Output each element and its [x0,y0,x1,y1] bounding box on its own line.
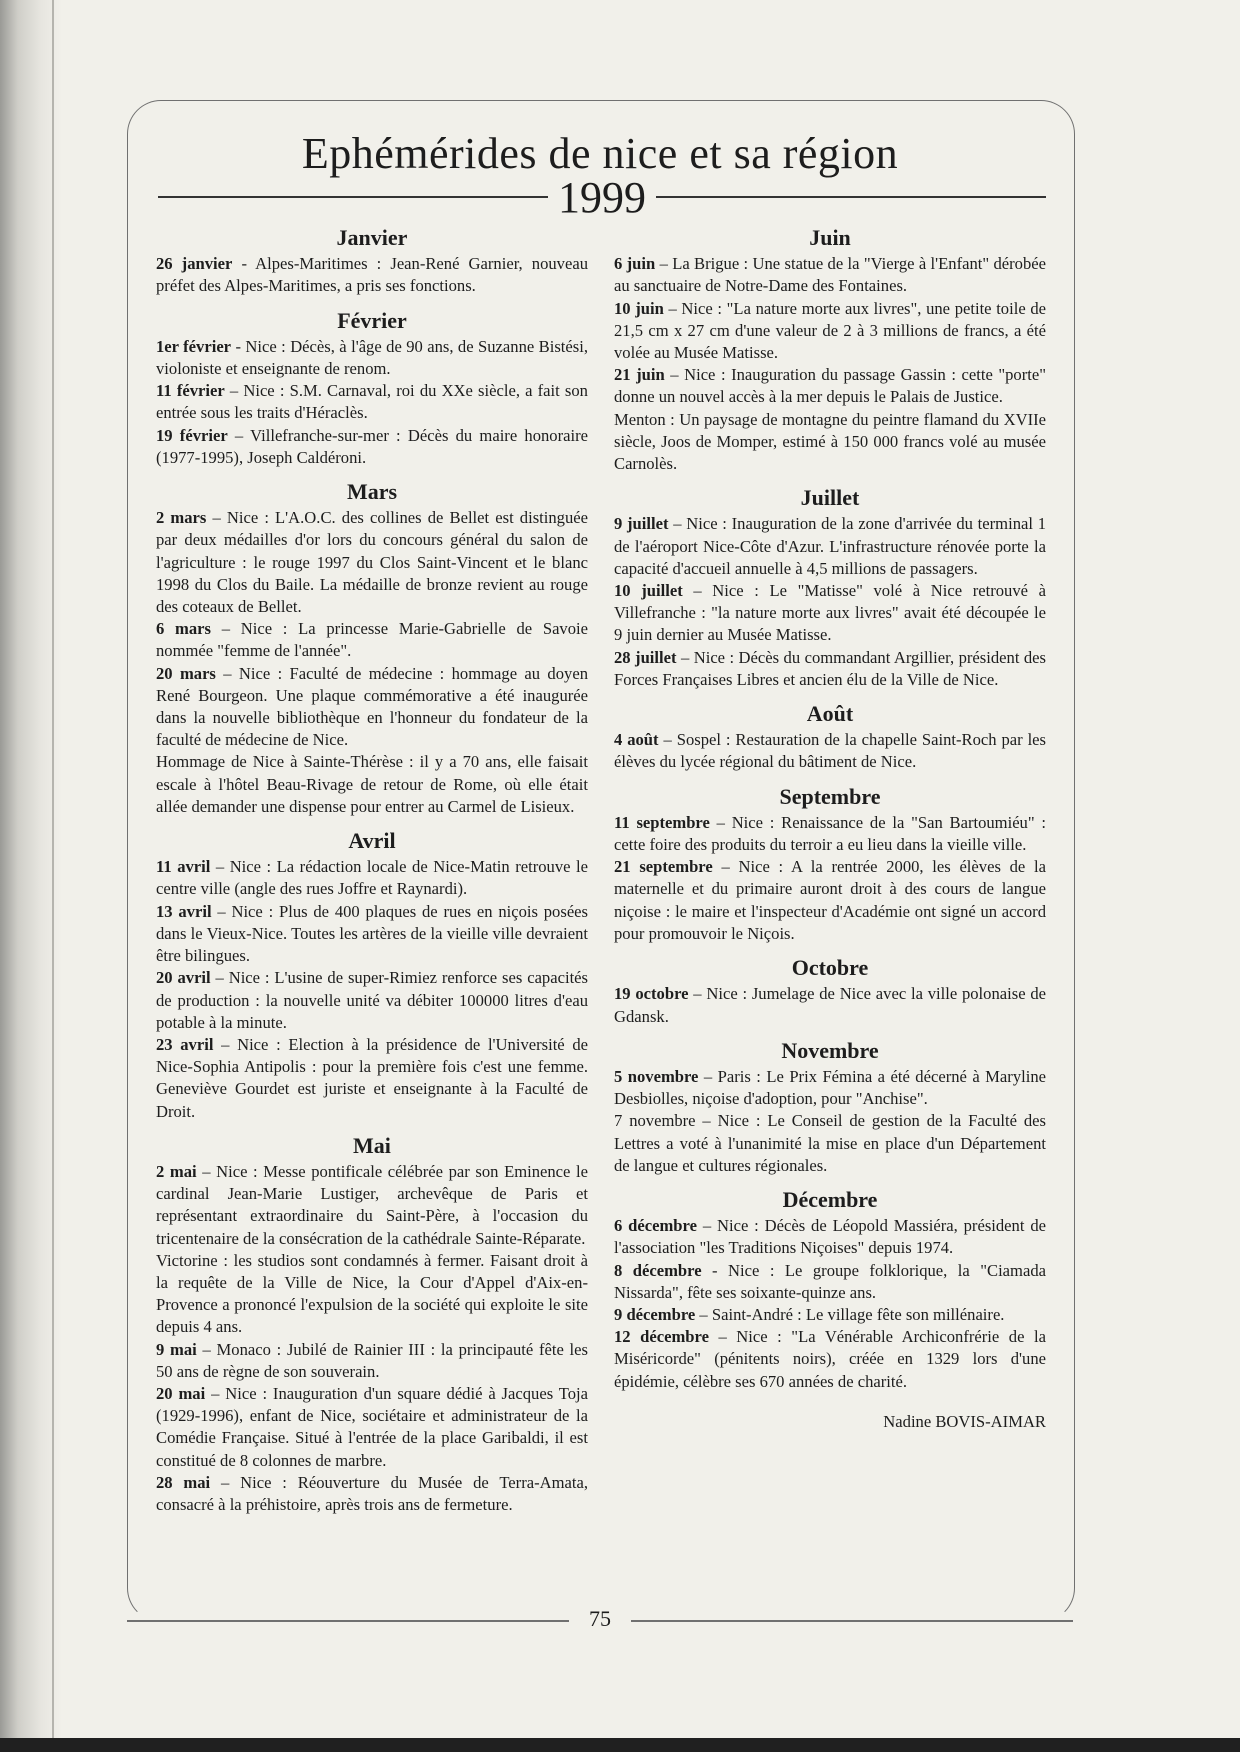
event-entry [614,729,1046,773]
event-date: 12 décembre [614,1327,709,1347]
event-entry [614,1326,1046,1393]
event-date: 6 juin [614,254,656,274]
event-text: – Nice : La princesse Marie-Gabrielle de Savoie nommée "femme de l'année". [156,619,589,661]
event-text: Victorine : les studios sont condamnés à fermer. Faisant droit à la requête de la Ville de Nice, la Cour d'Appel d'Aix-en-Provence a prononcé l'expulsion de la société qui exploite le site depuis 4 ans. [156,1250,588,1337]
event-entry [156,1339,588,1383]
event-text: – Nice : Le "Matisse" volé à Nice retrouvé à Villefranche : "la nature morte aux livres" avait été découpée le 9 juin dernier au Musée Matisse. [614,581,1046,645]
event-text: – Nice : Jumelage de Nice avec la ville polonaise de Gdansk. [614,984,1046,1026]
event-entry [156,336,588,380]
event-entry [156,1034,588,1123]
event-entry [156,507,588,618]
event-entry [614,856,1046,945]
event-entry [156,751,588,818]
event-date: 11 septembre [614,812,710,832]
event-entry [156,253,588,297]
event-entry [156,1161,588,1250]
page-title: Ephémérides de nice et sa région [301,129,899,178]
event-date: 10 juin [614,298,664,318]
event-date: 4 août [614,730,659,750]
event-date: 20 mars [156,663,216,683]
event-text: – Saint-André : Le village fête son millénaire. [695,1304,1005,1324]
event-entry [614,983,1046,1027]
event-date: 21 septembre [614,857,713,877]
event-text: – Nice : Election à la présidence de l'Université de Nice-Sophia Antipolis : pour la première fois c'est une femme. Geneviève Gourdet est juriste et enseignante à la Faculté de Droit. [156,1034,589,1121]
year-label: 1999 [558,172,646,222]
event-text: Hommage de Nice à Sainte-Thérèse : il y a 70 ans, elle faisait escale à l'hôtel Beau-Rivage de retour de Rome, où elle était allée demander une dispense pour entrer au Carmel de Lisieux. [156,752,588,816]
month-heading: Décembre [782,1186,878,1212]
event-text: – Nice : Réouverture du Musée de Terra-Amata, consacré à la préhistoire, après trois ans de fermeture. [156,1472,588,1514]
event-text: – Nice : "La nature morte aux livres", une petite toile de 21,5 cm x 27 cm d'une valeur de 2 à 3 millions de francs, a été volée au Musée Matisse. [614,298,1047,363]
event-text: – Nice : Inauguration du passage Gassin : cette "porte" donne un nouvel accès à la mer depuis le Palais de Justice. [614,365,1047,407]
event-text: – Nice : Décès de Léopold Massiéra, président de l'association "les Traditions Niçoises" depuis 1974. [614,1216,1046,1258]
event-date: 9 décembre [614,1304,696,1324]
event-entry [614,812,1046,856]
month-heading: Avril [348,828,396,854]
event-date: 20 mai [156,1383,206,1403]
month-heading: Juin [809,225,851,250]
event-text: – Nice : Décès du commandant Argillier, président des Forces Françaises Libres et ancien élu de la Ville de Nice. [614,647,1047,689]
month-heading: Octobre [791,955,869,981]
event-entry [614,298,1046,365]
event-text: – Nice : Faculté de médecine : hommage au doyen René Bourgeon. Une plaque commémorative a été inaugurée dans la nouvelle bibliothèque en l'honneur du fondateur de la faculté de médecine de Nice. [156,663,588,750]
event-entry [156,856,588,900]
event-text: 7 novembre – Nice : Le Conseil de gestion de la Faculté des Lettres a voté à l'unanimité la mise en place d'un Département de langue et cultures régionales. [614,1111,1046,1175]
event-entry [156,1383,588,1472]
event-entry [614,1260,1046,1304]
event-date: 9 mai [156,1339,197,1359]
event-date: 1er février [156,336,232,356]
left-column [156,227,588,1516]
event-entry [614,1304,1046,1326]
scan-bottom-edge [0,1738,1240,1752]
event-entry [614,647,1046,691]
event-text: – Sospel : Restauration de la chapelle Saint-Roch par les élèves du lycée régional du bâtiment de Nice. [614,730,1047,772]
event-date: 13 avril [156,901,212,921]
event-text: – Nice : Inauguration de la zone d'arrivée du terminal 1 de l'aéroport Nice-Côte d'Azur. L'infrastructure rénovée porte la capacité d'accueil annuelle à 4,5 millions de passagers. [614,514,1046,578]
event-date: 28 mai [156,1472,211,1492]
event-text: – Nice : L'usine de super-Rimiez renforce ses capacités de production : la nouvelle unité va débiter 100000 litres d'eau potable à la minute. [156,968,589,1032]
event-text: – Villefranche-sur-mer : Décès du maire honoraire (1977-1995), Joseph Caldéroni. [156,425,588,467]
month-heading: Janvier [336,225,408,250]
event-text: Menton : Un paysage de montagne du peintre flamand du XVIIe siècle, Joos de Momper, estimé à 150 000 francs volé au musée Carnolès. [614,409,1046,474]
event-entry [156,425,588,469]
event-text: – Nice : "La Vénérable Archiconfrérie de la Miséricorde" (pénitents noirs), créée en 1329 lors d'une épidémie, célèbre ses 670 années de charité. [614,1327,1046,1391]
event-date: 2 mai [156,1161,197,1181]
event-text: – Nice : A la rentrée 2000, les élèves de la maternelle et du primaire auront droit à des cours de langue niçoise : le maire et l'inspecteur d'Académie ont signé un accord pour promouvoir le Niçois. [614,857,1046,943]
event-date: 9 juillet [614,514,669,534]
year-rule-right [656,196,1046,198]
event-date: 21 juin [614,365,665,385]
event-text: – Nice : Renaissance de la "San Bartoumiéu" : cette foire des produits du terroir a eu lieu dans la vieille ville. [614,812,1046,855]
month-heading: Mars [346,479,398,505]
event-date: 6 mars [156,619,211,639]
event-text: – Nice : Messe pontificale célébrée par son Eminence le cardinal Jean-Marie Lustiger, archevêque de Paris et représentant extraordinaire du Saint-Père, à l'occasion du tricentenaire de la consécration de la cathédrale Sainte-Réparate. [156,1161,588,1248]
event-entry [614,1215,1046,1259]
event-entry [156,1472,588,1516]
month-heading: Septembre [779,783,881,809]
month-heading: Novembre [781,1037,879,1063]
event-text: - Alpes-Maritimes : Jean-René Garnier, nouveau préfet des Alpes-Maritimes, a pris ses fonctions. [156,254,588,296]
event-entry [614,364,1046,408]
frame-bottom-rule-right [631,1620,1073,1622]
frame-bottom-rule-left [127,1620,569,1622]
event-text: – Nice : L'A.O.C. des collines de Bellet est distinguée par deux médailles d'or lors du concours général du salon de l'agriculture : le rouge 1997 du Clos Saint-Vincent et le blanc 1998 du Clos du Baile. La médaille de bronze revient au rouge des coteaux de Bellet. [156,508,589,617]
year-heading [158,173,1046,221]
event-text: - Nice : Le groupe folklorique, la "Ciamada Nissarda", fête ses soixante-quinze ans. [614,1260,1046,1302]
event-text: - Nice : Décès, à l'âge de 90 ans, de Suzanne Bistési, violoniste et enseignante de renom. [156,336,588,379]
page-number: 75 [589,1606,611,1631]
event-text: – La Brigue : Une statue de la "Vierge à l'Enfant" dérobée au sanctuaire de Notre-Dame des Fontaines. [614,254,1046,296]
event-date: 2 mars [156,508,207,528]
event-entry [156,967,588,1034]
event-entry [614,580,1046,647]
event-entry [156,380,588,424]
event-entry [156,1250,588,1339]
event-entry [614,409,1046,476]
event-date: 20 avril [156,968,211,988]
event-entry [614,1066,1046,1110]
event-date: 26 janvier [156,254,233,274]
event-date: 11 février [156,381,225,401]
event-entry [156,618,588,662]
event-entry [614,513,1046,580]
event-date: 19 février [156,425,228,445]
event-date: 11 avril [156,857,211,877]
event-date: 10 juillet [614,581,683,601]
month-heading: Août [806,701,854,727]
author-signature: Nadine BOVIS-AIMAR [883,1411,1046,1431]
event-date: 23 avril [156,1034,214,1054]
event-text: – Nice : S.M. Carnaval, roi du XXe siècle, a fait son entrée sous les traits d'Héraclès. [156,381,588,423]
event-entry [156,901,588,968]
event-text: – Nice : Plus de 400 plaques de rues en niçois posées dans le Vieux-Nice. Toutes les artères de la vieille ville devraient être bilingues. [156,901,589,966]
event-date: 6 décembre [614,1216,697,1236]
month-heading: Mai [353,1132,391,1158]
binding-edge [52,0,54,1752]
event-date: 5 novembre [614,1066,699,1086]
event-text: – Nice : La rédaction locale de Nice-Matin retrouve le centre ville (angle des rues Joffre et Raynardi). [156,857,588,899]
event-date: 19 octobre [614,984,689,1004]
event-entry [614,1110,1046,1177]
event-entry [156,663,588,752]
event-text: – Nice : Inauguration d'un square dédié à Jacques Toja (1929-1996), enfant de Nice, sociétaire et administrateur de la Comédie Française. Situé à l'entrée de la place Garibaldi, il est constitué de 8 colonnes de marbre. [156,1383,588,1470]
right-column [614,227,1046,1433]
event-date: 8 décembre [614,1260,702,1280]
year-rule-left [158,196,548,198]
month-heading: Février [337,307,407,333]
event-text: – Paris : Le Prix Fémina a été décerné à Maryline Desbiolles, niçoise d'adoption, pour "Anchise". [614,1066,1046,1109]
month-heading: Juillet [800,485,860,511]
event-date: 28 juillet [614,647,677,667]
event-entry [614,253,1046,297]
event-text: – Monaco : Jubilé de Rainier III : la principauté fête les 50 ans de règne de son souverain. [156,1339,588,1381]
